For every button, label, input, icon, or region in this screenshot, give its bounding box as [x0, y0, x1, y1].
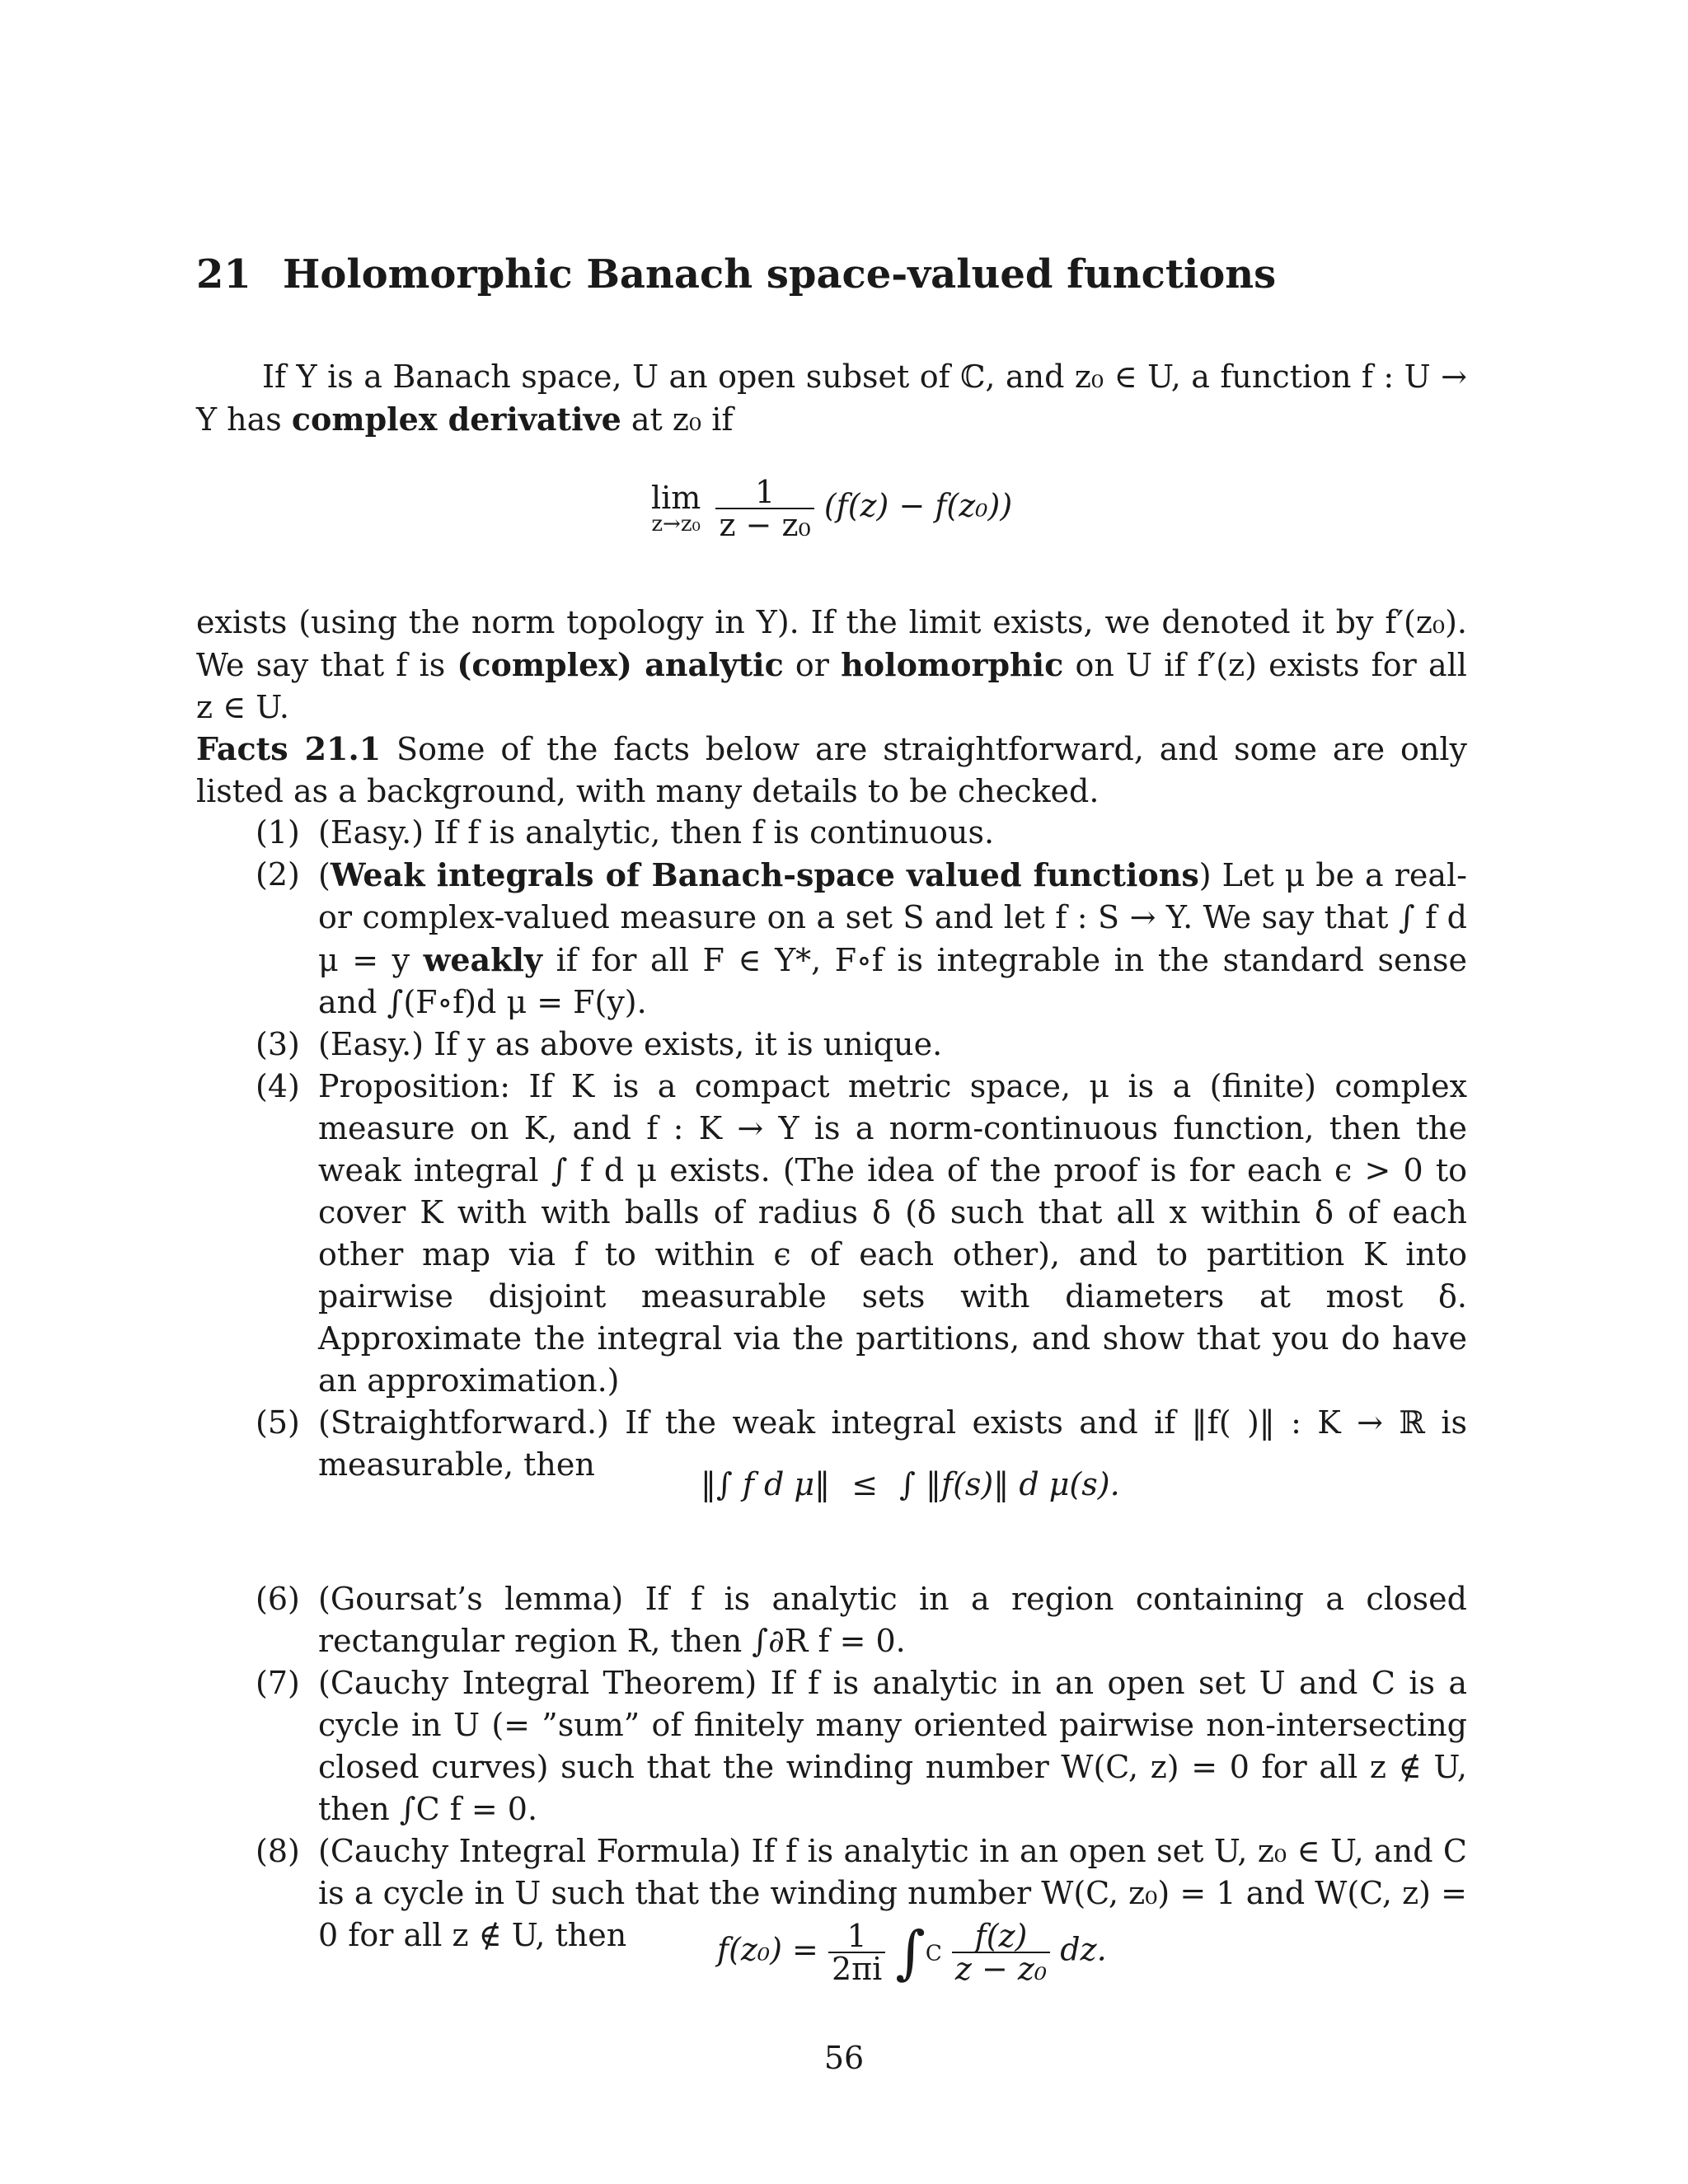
- limit-tail: (f(z) − f(z₀)): [823, 487, 1013, 524]
- fact-item: (3) (Easy.) If y as above exists, it is unique.: [256, 1026, 943, 1062]
- ineq-rhs: ∫ ‖f(s)‖ d μ(s).: [899, 1466, 1120, 1502]
- lim-text: lim: [651, 480, 701, 516]
- facts-list-b: [256, 1578, 1467, 1957]
- def-text-1: exists (using the norm topology in Y). If the limit exists, we denoted it by f′(z₀). We say that f is: [196, 604, 1467, 683]
- fact-item: (1) (Easy.) If f is analytic, then f is continuous.: [256, 814, 995, 851]
- fact-item: (2) (Weak integrals of Banach-space valued functions) Let μ be a real- or complex-valued measure on a set S and let f : S → Y. We say that ∫ f d μ = y weakly if for all F ∈ Y*, F∘f is integrable in the standard sense and ∫(F∘f)d μ = F(y).: [256, 856, 1467, 1020]
- def-bold-2: holomorphic: [841, 646, 1064, 683]
- ineq-rel: ≤: [851, 1466, 879, 1502]
- lim-subscript: z→z₀: [651, 512, 701, 537]
- limit-denominator: z − z₀: [719, 507, 811, 543]
- def-bold-1: (complex) analytic: [457, 646, 784, 683]
- intro-bold-term: complex derivative: [291, 401, 621, 438]
- integral-sign: ∫: [895, 1919, 926, 1986]
- intro-text-2: at z₀ if: [631, 401, 734, 438]
- cauchy-formula: f(z₀) = $\frac{1}{2\pi i}$ ∫C $\frac{f(z)}{\text{z − z₀}}$ dz.: [717, 1918, 1107, 1987]
- fact-item: (6) (Goursat’s lemma) If f is analytic in a region containing a closed rectangular region R, then ∫∂R f = 0.: [256, 1581, 1467, 1659]
- cauchy-lhs: f(z₀) =: [717, 1931, 818, 1968]
- ineq-lhs: ‖∫ f d μ‖: [701, 1466, 831, 1502]
- intro-paragraph: [196, 356, 1467, 441]
- def-text-mid: or: [795, 647, 829, 683]
- fact-item: (5) (Straightforward.) If the weak integral exists and if ‖f( )‖ : K → ℝ is measurable, then: [256, 1404, 1467, 1483]
- page-number: 56: [823, 2040, 865, 2076]
- facts-label: Facts 21.1: [196, 730, 382, 767]
- limit-formula: [651, 476, 1012, 541]
- fact-item: (7) (Cauchy Integral Theorem) If f is analytic in an open set U and C is a cycle in U (= ”sum” of finitely many oriented pairwise non-intersecting closed curves) such that the winding number W(C, z) = 0 for all z ∉ U, then ∫C f = 0.: [256, 1665, 1467, 1827]
- definition-paragraph: [196, 602, 1467, 729]
- def-text-2: on U if f′(z) exists for all z ∈ U.: [196, 647, 1467, 725]
- limit-numerator: 1: [715, 476, 814, 509]
- section-heading: [196, 251, 1276, 298]
- facts-intro-text: Some of the facts below are straightforward, and some are only listed as a background, with many details to be checked.: [196, 731, 1467, 809]
- facts-intro: [196, 728, 1467, 813]
- section-number: 21: [196, 251, 251, 298]
- norm-inequality: [701, 1466, 1120, 1502]
- fact-item: (4) Proposition: If K is a compact metric space, μ is a (finite) complex measure on K, and f : K → Y is a norm-continuous function, then the weak integral ∫ f d μ exists. (The idea of the proof is for each ϵ > 0 to cover K with with balls of radius δ (δ such that all x within δ of each other map via f to within ϵ of each other), and to partition K into pairwise disjoint measurable sets with diameters at most δ. Approximate the integral via the partitions, and show that you do have an approximation.): [256, 1068, 1467, 1399]
- intro-text-1: If Y is a Banach space, U an open subset of ℂ, and z₀ ∈ U, a function f : U → Y has: [196, 359, 1467, 438]
- fact-item: (8) (Cauchy Integral Formula) If f is analytic in an open set U, z₀ ∈ U, and C is a cycle in U such that the winding number W(C, z₀) = 1 and W(C, z) = 0 for all z ∉ U, then: [256, 1833, 1467, 1953]
- section-title: Holomorphic Banach space-valued functions: [283, 251, 1277, 298]
- facts-list-a: [256, 812, 1467, 1486]
